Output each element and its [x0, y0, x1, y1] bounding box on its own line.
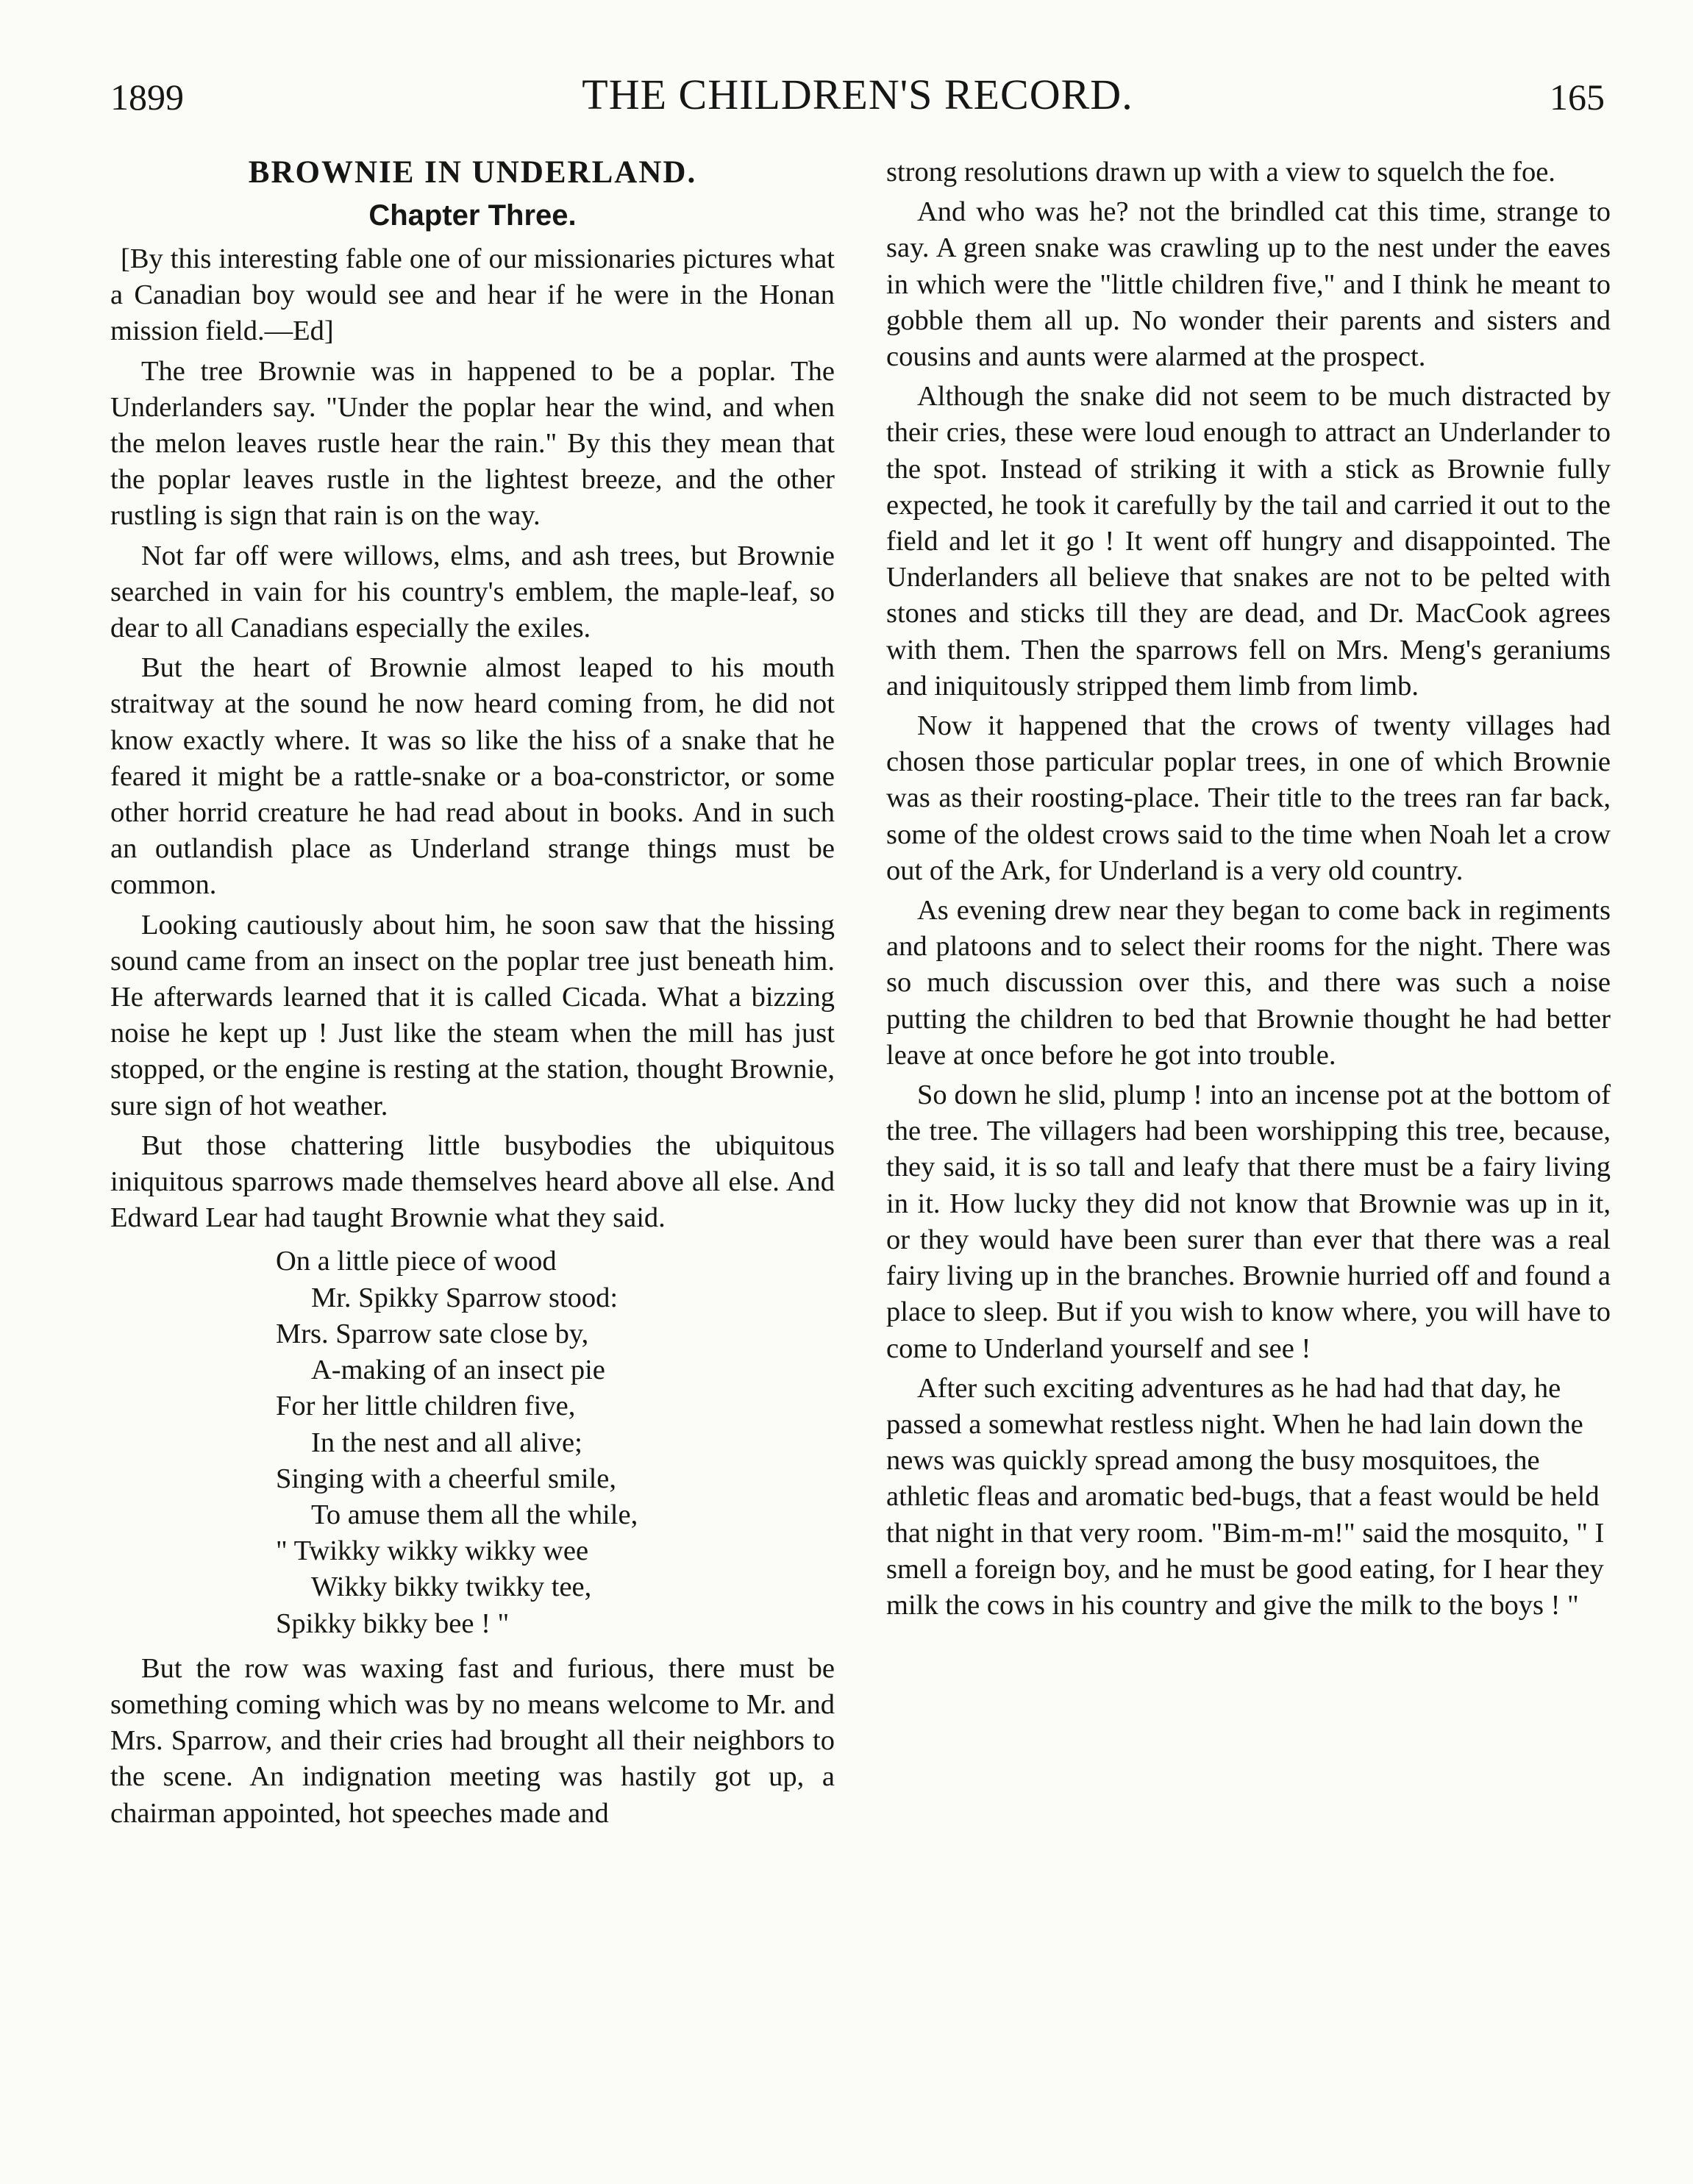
paragraph: But the row was waxing fast and furious, there must be something coming which was by no means welcome to Mr. and Mrs. Sparrow, and their cries had brought all their neighbors to the scene. An indignation meeting was hastily got up, a chairman appointed, hot speeches made and — [110, 1652, 835, 1829]
paragraph: Not far off were willows, elms, and ash trees, but Brownie searched in vain for his country's emblem, the maple-leaf, so dear to all Canadians especially the exiles. — [110, 540, 835, 644]
paragraph: Although the snake did not seem to be much distracted by their cries, these were loud enough to attract an Underlander to the spot. Instead of striking it with a stick as Brownie fully expected, he took it carefully by the tail and carried it out to the field and let it go ! It went off hungry and disappointed. The Underlanders all believe that snakes are not to be pelted with stones and sticks till they are dead, and Dr. MacCook agrees with them. Then the sparrows fell on Mrs. Meng's geraniums and iniquitously stripped them limb from limb. — [886, 381, 1611, 702]
paragraph: But the heart of Brownie almost leaped to his mouth straitway at the sound he now heard coming from, he did not know exactly where. It was so like the hiss of a snake that he feared it might be a rattle-snake or a boa-constrictor, or some other horrid creature he had read about in books. And in such an outlandish place as Underland strange things must be common. — [110, 652, 835, 901]
paragraph: Looking cautiously about him, he soon saw that the hissing sound came from an insect on the poplar tree just beneath him. He afterwards learned that it is called Cicada. What a bizzing noise he kept up ! Just like the steam when the mill has just stopped, or the engine is resting at the station, thought Brownie, sure sign of hot weather. — [110, 909, 835, 1121]
poem-line: Mr. Spikky Sparrow stood: — [311, 1282, 619, 1313]
left-column — [110, 154, 835, 1835]
poem-line: To amuse them all the while, — [311, 1499, 638, 1530]
poem-line: Singing with a cheerful smile, — [276, 1463, 616, 1494]
poem-line: Spikky bikky bee ! " — [276, 1607, 510, 1639]
poem-line: " Twikky wikky wikky wee — [276, 1535, 589, 1567]
paragraph: The tree Brownie was in happened to be a poplar. The Underlanders say. "Under the poplar hear the wind, and when the melon leaves rustle hear the rain." By this they mean that the poplar leaves rustle in the lightest breeze, and the other rustling is sign that rain is on the way. — [110, 355, 835, 532]
paragraph: And who was he? not the brindled cat this time, strange to say. A green snake was crawling up to the nest under the eaves in which were the "little children five," and I think he meant to gobble them all up. No wonder their parents and sisters and cousins and aunts were alarmed at the prospect. — [886, 196, 1611, 373]
paragraph: As evening drew near they began to come back in regiments and platoons and to select their rooms for the night. There was so much discussion over this, and there was such a noise putting the children to bed that Brownie thought he had better leave at once before he got into trouble. — [886, 895, 1611, 1071]
running-head — [110, 70, 1605, 121]
right-column — [886, 154, 1611, 1627]
poem-line: Mrs. Sparrow sate close by, — [276, 1318, 589, 1349]
poem-line: Wikky bikky twikky tee, — [311, 1571, 592, 1603]
chapter-heading: Chapter Three. — [368, 199, 577, 232]
editor-note: [By this interesting fable one of our missionaries pictures what a Canadian boy would see and hear if he were in the Honan mission field.—Ed] — [110, 243, 835, 347]
paragraph: After such exciting adventures as he had had that day, he passed a somewhat restless night. When he had lain down the news was quickly spread among the busy mosquitoes, the athletic fleas and aromatic bed-bugs, that a feast would be held that night in that very room. "Bim-m-m!" said the mosquito, " I smell a foreign boy, and he must be good eating, for I hear they milk the cows in his country and give the milk to the boys ! " — [886, 1372, 1605, 1621]
poem-line: For her little children five, — [276, 1391, 576, 1422]
poem — [276, 1243, 835, 1641]
poem-line: A-making of an insect pie — [311, 1355, 605, 1386]
paragraph: But those chattering little busybodies the ubiquitous iniquitous sparrows made themselves heard above all else. And Edward Lear had taught Brownie what they said. — [110, 1130, 835, 1234]
paragraph: Now it happened that the crows of twenty villages had chosen those particular poplar trees, in one of which Brownie was as their roosting-place. Their title to the trees ran far back, some of the oldest crows said to the time when Noah let a crow out of the Ark, for Underland is a very old country. — [886, 710, 1611, 886]
paragraph-continued: strong resolutions drawn up with a view to squelch the foe. — [886, 157, 1555, 188]
poem-line: In the nest and all alive; — [311, 1427, 582, 1458]
publication-title: THE CHILDREN'S RECORD. — [582, 71, 1133, 118]
paragraph: So down he slid, plump ! into an incense pot at the bottom of the tree. The villagers had been worshipping this tree, because, they said, it is so tall and leafy that there must be a fairy living in it. How lucky they did not know that Brownie was up in it, or they would have been surer than ever that there was a real fairy living up in the branches. Brownie hurried off and found a place to sleep. But if you wish to know where, you will have to come to Underland yourself and see ! — [886, 1079, 1611, 1364]
header-year: 1899 — [110, 76, 184, 118]
article-title: BROWNIE IN UNDERLAND. — [248, 155, 697, 190]
poem-line: On a little piece of wood — [276, 1246, 557, 1277]
page-number: 165 — [1550, 76, 1605, 118]
